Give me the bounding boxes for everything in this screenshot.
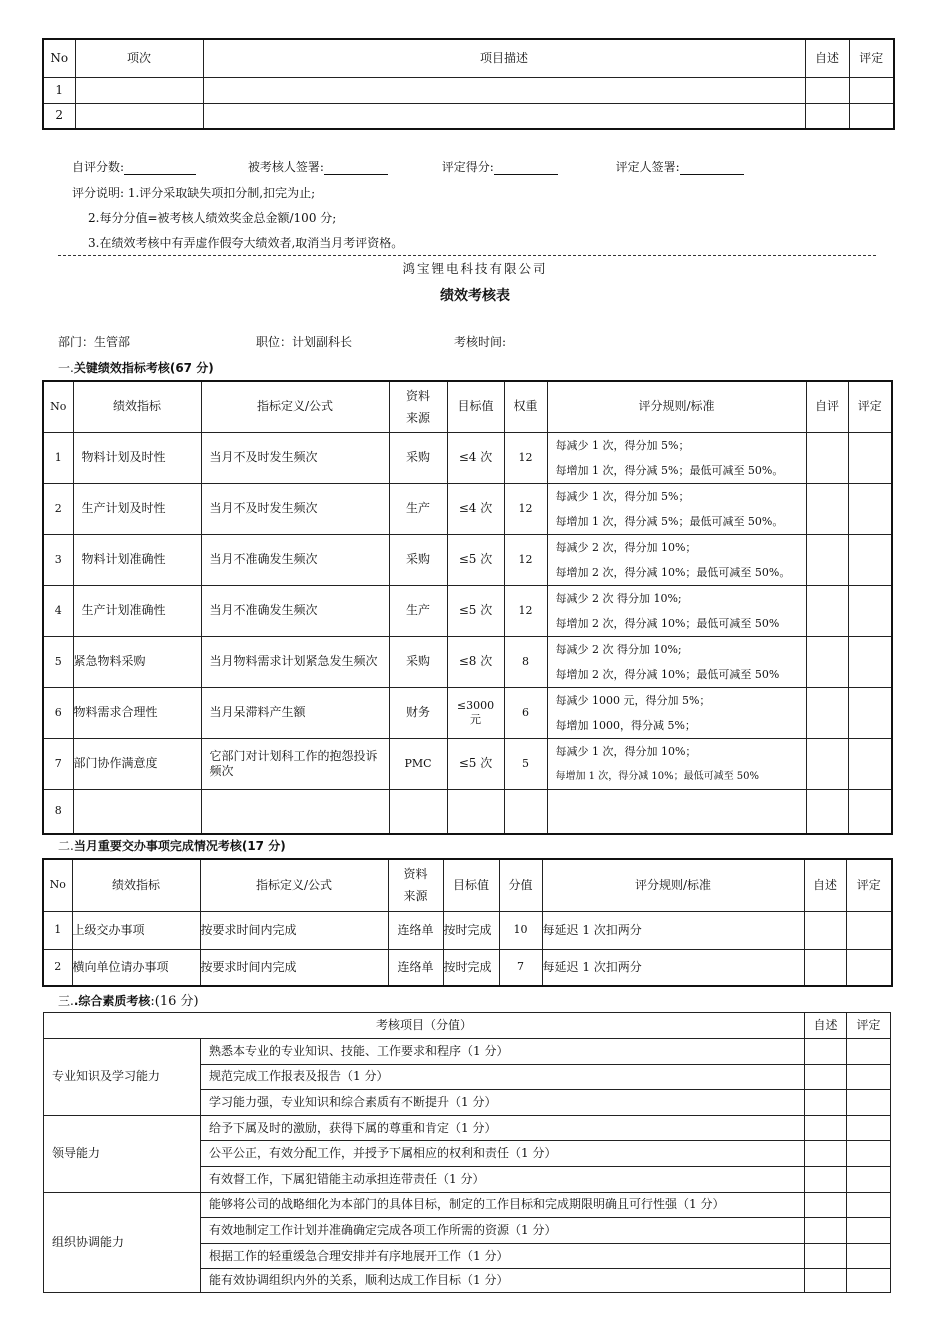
kpi-rule: [547, 789, 806, 834]
kpi-col-weight: 权重: [504, 381, 547, 432]
quality-item: 给予下属及时的激励，获得下属的尊重和肯定（1 分）: [201, 1115, 805, 1141]
kpi-rule: [547, 687, 806, 738]
kpi-rate-cell[interactable]: [848, 534, 892, 585]
tasks-col-rule: 评分规则/标准: [542, 859, 804, 911]
kpi-col-rule: 评分规则/标准: [547, 381, 806, 432]
row-no: 8: [43, 789, 73, 834]
quality-self-cell[interactable]: [805, 1039, 847, 1065]
kpi-name: 部门协作满意度: [73, 738, 201, 789]
item-cell[interactable]: [75, 77, 203, 103]
kpi-rate-cell[interactable]: [848, 636, 892, 687]
kpi-self-score-cell[interactable]: [806, 585, 848, 636]
kpi-definition: [201, 789, 389, 834]
table-row: [43, 636, 892, 687]
kpi-name: 紧急物料采购: [73, 636, 201, 687]
quality-self-cell[interactable]: [805, 1115, 847, 1141]
rater-sign-label: 评定人签署:: [615, 160, 680, 174]
quality-group-name: 组织协调能力: [44, 1192, 201, 1293]
kpi-self-score-cell[interactable]: [806, 738, 848, 789]
rated-score-label: 评定得分:: [441, 160, 494, 174]
kpi-self-score-cell[interactable]: [806, 534, 848, 585]
row-no: 1: [43, 77, 75, 103]
self-cell[interactable]: [805, 77, 849, 103]
tasks-col-source: [388, 859, 443, 911]
kpi-definition: 当月不准确发生频次: [201, 585, 389, 636]
kpi-name: [73, 789, 201, 834]
company-name: 鸿宝锂电科技有限公司: [402, 261, 548, 276]
quality-item: 规范完成工作报表及报告（1 分）: [201, 1064, 805, 1090]
quality-self-cell[interactable]: [805, 1269, 847, 1293]
kpi-rule-line-2: 每增加 1 次，得分减 10%；最低可减至 50%: [555, 770, 760, 782]
kpi-weight: 12: [504, 432, 547, 483]
kpi-self-score-cell[interactable]: [806, 483, 848, 534]
task-self-score-cell[interactable]: [804, 949, 846, 986]
quality-item: 有效督工作，下属犯错能主动承担连带责任（1 分）: [201, 1166, 805, 1192]
kpi-col-source-1: 资料: [405, 388, 430, 403]
kpi-col-self: 自评: [806, 381, 848, 432]
row-no: 5: [43, 636, 73, 687]
kpi-rate-cell[interactable]: [848, 585, 892, 636]
task-name: 横向单位请办事项: [72, 949, 200, 986]
dept-label: 部门：生管部: [58, 335, 131, 349]
kpi-rule-line-2: 每增加 2 次，得分减 10%；最低可减至 50%。: [555, 565, 791, 579]
kpi-rule-line-1: 每减少 1000 元，得分加 5%；: [555, 693, 711, 707]
kpi-rule-line-2: 每增加 1000，得分减 5%；: [555, 718, 696, 732]
quality-rate-cell[interactable]: [847, 1115, 891, 1141]
dashed-divider: [58, 255, 876, 256]
kpi-name: 物料计划及时性: [73, 432, 201, 483]
kpi-col-definition: 指标定义/公式: [201, 381, 389, 432]
examinee-sign-field[interactable]: [324, 162, 388, 175]
quality-rate-cell[interactable]: [847, 1090, 891, 1116]
tasks-col-score: 分值: [499, 859, 542, 911]
kpi-target: ≤5 次: [447, 585, 504, 636]
kpi-rule: [547, 738, 806, 789]
kpi-rule-line-1: 每减少 1 次，得分加 10%；: [555, 744, 697, 758]
top-review-table: [42, 38, 895, 130]
kpi-col-source-2: 来源: [405, 410, 430, 425]
task-name: 上级交办事项: [72, 911, 200, 949]
table-row: [43, 911, 892, 949]
quality-self-cell[interactable]: [805, 1166, 847, 1192]
examinee-sign-label: 被考核人签署:: [247, 160, 324, 174]
section3-title-text: .综合素质考核: [73, 994, 151, 1008]
kpi-source: 财务: [389, 687, 447, 738]
signature-row: [72, 158, 772, 175]
kpi-rule-line-1: 每减少 2 次，得分加 10%；: [555, 540, 697, 554]
kpi-rule-line-1: 每减少 2 次 得分加 10%;: [555, 642, 682, 656]
self-cell[interactable]: [805, 103, 849, 129]
col-rate: 评定: [849, 39, 894, 77]
section3-title: [58, 990, 199, 1009]
task-score: 7: [499, 949, 542, 986]
note-line-3: 3.在绩效考核中有弄虚作假夸大绩效者,取消当月考评资格。: [88, 236, 404, 250]
quality-rate-cell[interactable]: [847, 1141, 891, 1167]
table-row: [43, 687, 892, 738]
kpi-col-source: [389, 381, 447, 432]
kpi-self-score-cell[interactable]: [806, 789, 848, 834]
kpi-definition: 当月不及时发生频次: [201, 432, 389, 483]
table-row: [43, 77, 894, 103]
quality-rate-cell[interactable]: [847, 1039, 891, 1065]
kpi-weight: 12: [504, 534, 547, 585]
kpi-name: 物料计划准确性: [73, 534, 201, 585]
kpi-rule-line-1: 每减少 1 次，得分加 5%；: [555, 438, 690, 452]
rater-sign-field[interactable]: [680, 162, 744, 175]
quality-item: 有效地制定工作计划并准确确定完成各项工作所需的资源（1 分）: [201, 1218, 805, 1244]
kpi-rule-line-2: 每增加 1 次，得分减 5%；最低可减至 50%。: [555, 514, 784, 528]
kpi-target: ≤8 次: [447, 636, 504, 687]
task-definition: 按要求时间内完成: [200, 949, 388, 986]
tasks-col-indicator: 绩效指标: [72, 859, 200, 911]
task-rule: 每延迟 1 次扣两分: [542, 911, 804, 949]
kpi-self-score-cell[interactable]: [806, 636, 848, 687]
rate-cell[interactable]: [849, 77, 894, 103]
kpi-rule: [547, 636, 806, 687]
quality-rate-cell[interactable]: [847, 1218, 891, 1244]
tasks-col-source-1: 资料: [403, 867, 428, 882]
section2-prefix: 二.: [58, 839, 74, 853]
kpi-weight: [504, 789, 547, 834]
kpi-source: 采购: [389, 432, 447, 483]
kpi-definition: 它部门对计划科工作的抱怨投诉频次: [201, 738, 389, 789]
quality-group-name: 专业知识及学习能力: [44, 1039, 201, 1116]
quality-rate-cell[interactable]: [847, 1166, 891, 1192]
tasks-col-self: 自述: [804, 859, 846, 911]
kpi-rate-cell[interactable]: [848, 789, 892, 834]
kpi-name: 生产计划及时性: [73, 483, 201, 534]
kpi-source: 生产: [389, 483, 447, 534]
quality-item: 根据工作的轻重缓急合理安排并有序地展开工作（1 分）: [201, 1243, 805, 1269]
quality-rate-cell[interactable]: [847, 1269, 891, 1293]
quality-col-rate: 评定: [847, 1013, 891, 1039]
section2-title-text: 当月重要交办事项完成情况考核(17 分): [73, 839, 286, 853]
kpi-source: 采购: [389, 636, 447, 687]
row-no: 6: [43, 687, 73, 738]
kpi-target: ≤5 次: [447, 738, 504, 789]
task-source: 连络单: [388, 911, 443, 949]
kpi-source: 生产: [389, 585, 447, 636]
kpi-target: [447, 789, 504, 834]
quality-self-cell[interactable]: [805, 1090, 847, 1116]
position-label: 职位：计划副科长: [256, 335, 353, 349]
kpi-source: PMC: [389, 738, 447, 789]
tasks-table: [42, 858, 893, 987]
quality-self-cell[interactable]: [805, 1218, 847, 1244]
task-source: 连络单: [388, 949, 443, 986]
quality-self-cell[interactable]: [805, 1141, 847, 1167]
quality-item: 能够将公司的战略细化为本部门的具体目标，制定的工作目标和完成期限明确且可行性强（1 分）: [201, 1192, 805, 1218]
table-row: [43, 534, 892, 585]
table-row: [43, 789, 892, 834]
quality-item: 能有效协调组织内外的关系，顺利达成工作目标（1 分）: [201, 1269, 805, 1293]
kpi-source: [389, 789, 447, 834]
row-no: 1: [43, 911, 72, 949]
kpi-name: 生产计划准确性: [73, 585, 201, 636]
item-cell[interactable]: [75, 103, 203, 129]
kpi-target: ≤3000 元: [447, 687, 504, 738]
quality-item: 熟悉本专业的专业知识、技能、工作要求和程序（1 分）: [201, 1039, 805, 1065]
self-score-field[interactable]: [124, 162, 196, 175]
quality-item: 公平公正，有效分配工作，并授予下属相应的权利和责任（1 分）: [201, 1141, 805, 1167]
quality-self-cell[interactable]: [805, 1064, 847, 1090]
row-no: 2: [43, 483, 73, 534]
row-no: 3: [43, 534, 73, 585]
quality-group-name: 领导能力: [44, 1115, 201, 1192]
self-score-label: 自评分数:: [72, 160, 125, 174]
kpi-weight: 6: [504, 687, 547, 738]
kpi-definition: 当月不准确发生频次: [201, 534, 389, 585]
kpi-weight: 12: [504, 483, 547, 534]
tasks-col-source-2: 来源: [403, 889, 428, 904]
desc-cell[interactable]: [203, 103, 805, 129]
section1-prefix: 一.: [58, 361, 74, 375]
table-row: [44, 1115, 891, 1141]
col-item: 项次: [75, 39, 203, 77]
section3-title-suffix: :(16 分): [150, 994, 199, 1009]
review-time-label: 考核时间:: [454, 335, 507, 349]
kpi-definition: 当月物料需求计划紧急发生频次: [201, 636, 389, 687]
quality-col-self: 自述: [805, 1013, 847, 1039]
kpi-target: ≤4 次: [447, 432, 504, 483]
table-row: [43, 585, 892, 636]
col-description: 项目描述: [203, 39, 805, 77]
kpi-target: ≤5 次: [447, 534, 504, 585]
tasks-col-no: No: [43, 859, 72, 911]
section2-title: [58, 837, 286, 854]
kpi-source: 采购: [389, 534, 447, 585]
note-line-1: 评分说明: 1.评分采取缺失项扣分制,扣完为止;: [72, 186, 316, 200]
task-rule: 每延迟 1 次扣两分: [542, 949, 804, 986]
quality-item: 学习能力强，专业知识和综合素质有不断提升（1 分）: [201, 1090, 805, 1116]
tasks-col-target: 目标值: [443, 859, 499, 911]
quality-self-cell[interactable]: [805, 1243, 847, 1269]
kpi-rate-cell[interactable]: [848, 483, 892, 534]
row-no: 1: [43, 432, 73, 483]
row-no: 2: [43, 103, 75, 129]
task-score: 10: [499, 911, 542, 949]
task-target: 按时完成: [443, 911, 499, 949]
rate-cell[interactable]: [849, 103, 894, 129]
kpi-rule: [547, 432, 806, 483]
kpi-rule-line-2: 每增加 2 次，得分减 10%；最低可减至 50%: [555, 667, 780, 681]
row-no: 4: [43, 585, 73, 636]
kpi-definition: 当月不及时发生频次: [201, 483, 389, 534]
kpi-rule-line-1: 每减少 1 次，得分加 5%；: [555, 489, 690, 503]
tasks-col-definition: 指标定义/公式: [200, 859, 388, 911]
note-line-2: 2.每分分值=被考核人绩效奖金总金额/100 分;: [88, 211, 337, 225]
section3-prefix: 三.: [58, 994, 74, 1008]
quality-col-item: 考核项目（分值）: [44, 1013, 805, 1039]
task-rate-cell[interactable]: [846, 949, 892, 986]
kpi-name: 物料需求合理性: [73, 687, 201, 738]
quality-table: [43, 1012, 891, 1293]
kpi-rule: [547, 483, 806, 534]
quality-rate-cell[interactable]: [847, 1192, 891, 1218]
form-title: 绩效考核表: [440, 288, 510, 304]
kpi-self-score-cell[interactable]: [806, 687, 848, 738]
kpi-rule: [547, 534, 806, 585]
kpi-col-no: No: [43, 381, 73, 432]
kpi-rule-line-1: 每减少 2 次 得分加 10%;: [555, 591, 682, 605]
meta-row: [58, 333, 658, 350]
desc-cell[interactable]: [203, 77, 805, 103]
table-row: [43, 949, 892, 986]
col-self: 自述: [805, 39, 849, 77]
kpi-rate-cell[interactable]: [848, 687, 892, 738]
section1-title-text: 关键绩效指标考核(67 分): [73, 361, 214, 375]
task-definition: 按要求时间内完成: [200, 911, 388, 949]
quality-rate-cell[interactable]: [847, 1243, 891, 1269]
kpi-weight: 12: [504, 585, 547, 636]
kpi-rule: [547, 585, 806, 636]
kpi-weight: 5: [504, 738, 547, 789]
kpi-table: [42, 380, 893, 835]
row-no: 2: [43, 949, 72, 986]
table-row: [43, 432, 892, 483]
task-target: 按时完成: [443, 949, 499, 986]
table-row: [44, 1039, 891, 1065]
kpi-col-indicator: 绩效指标: [73, 381, 201, 432]
kpi-definition: 当月呆滞料产生额: [201, 687, 389, 738]
kpi-rule-line-2: 每增加 2 次，得分减 10%；最低可减至 50%: [555, 616, 780, 630]
kpi-rule-line-2: 每增加 1 次，得分减 5%；最低可减至 50%。: [555, 463, 784, 477]
table-row: [43, 483, 892, 534]
kpi-target: ≤4 次: [447, 483, 504, 534]
kpi-rate-cell[interactable]: [848, 738, 892, 789]
kpi-col-target: 目标值: [447, 381, 504, 432]
quality-rate-cell[interactable]: [847, 1064, 891, 1090]
kpi-weight: 8: [504, 636, 547, 687]
kpi-rate-cell[interactable]: [848, 432, 892, 483]
task-self-score-cell[interactable]: [804, 911, 846, 949]
quality-self-cell[interactable]: [805, 1192, 847, 1218]
task-rate-cell[interactable]: [846, 911, 892, 949]
table-row: [43, 103, 894, 129]
table-row: [44, 1192, 891, 1218]
kpi-col-rate: 评定: [848, 381, 892, 432]
kpi-self-score-cell[interactable]: [806, 432, 848, 483]
tasks-col-rate: 评定: [846, 859, 892, 911]
col-no: No: [43, 39, 75, 77]
table-row: [43, 738, 892, 789]
row-no: 7: [43, 738, 73, 789]
rated-score-field[interactable]: [494, 162, 558, 175]
section1-title: [58, 359, 214, 376]
